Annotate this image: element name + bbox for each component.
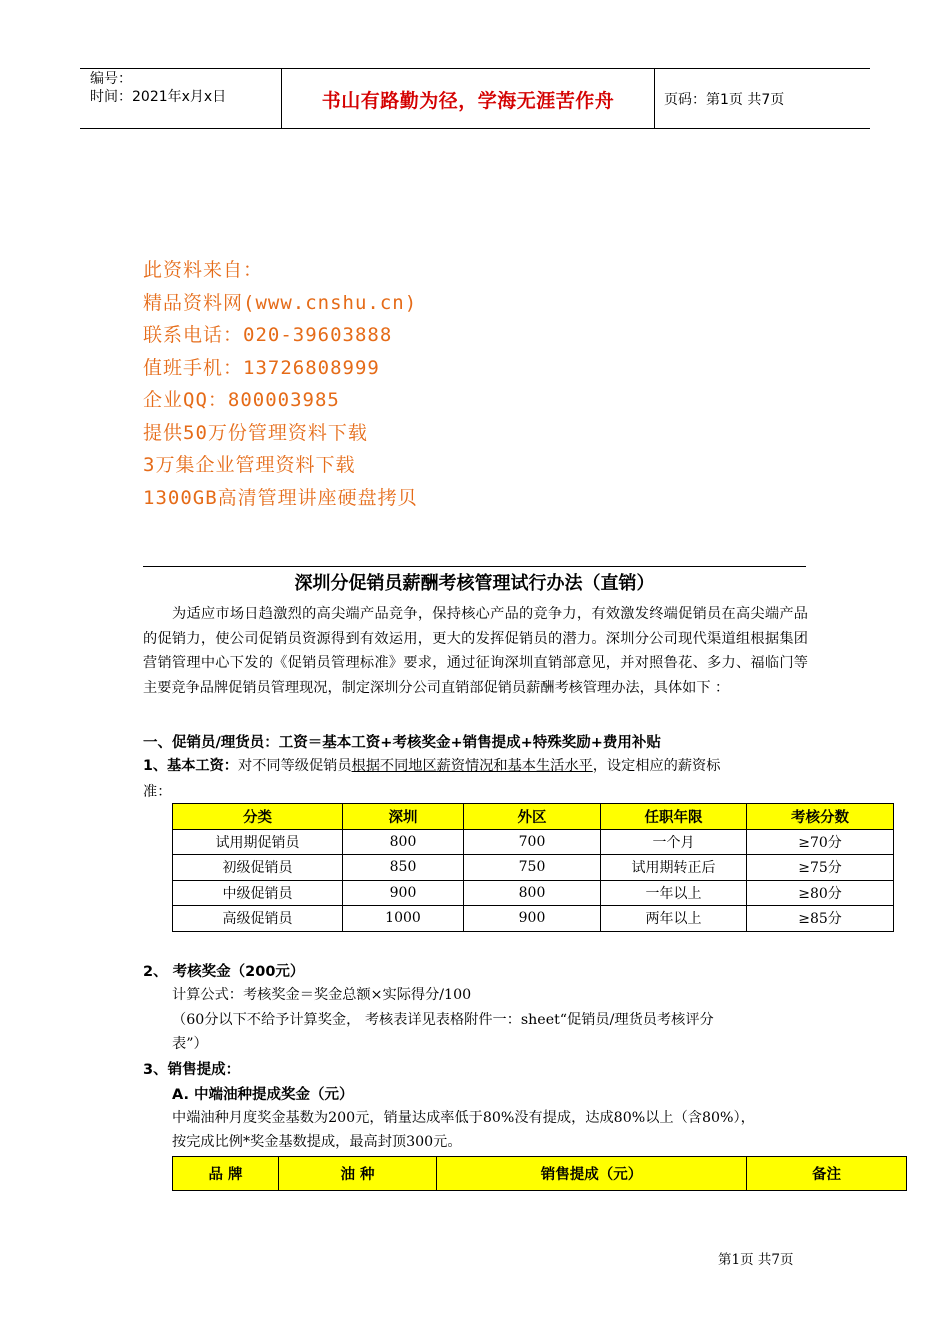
basic-salary-text: 对不同等级促销员 [238,758,352,774]
promo-line: 提供50万份管理资料下载 [143,421,368,444]
col-header: 品 牌 [173,1157,279,1191]
bonus-note-cont: 表”） [172,1036,208,1052]
basic-salary-underlined: 根据不同地区薪资情况和基本生活水平 [351,758,593,774]
table-cell: ≥75分 [747,855,894,881]
section-3-heading: 3、销售提成： [143,1062,241,1078]
col-header: 油 种 [279,1157,437,1191]
table-cell: 850 [343,855,464,881]
col-header: 任职年限 [601,804,747,830]
col-header: 分类 [173,804,343,830]
table-row [173,829,894,855]
commission-table-header [173,1157,907,1191]
table-cell: ≥85分 [747,906,894,932]
page-footer: 第1页 共7页 [718,1252,794,1268]
table-cell: 中级促销员 [173,880,343,906]
commission-table [172,1156,907,1191]
doc-date-label: 时间：2021年x月x日 [90,89,227,105]
promo-line: 此资料来自： [143,259,264,281]
col-header: 考核分数 [747,804,894,830]
col-header: 外区 [464,804,601,830]
bonus-note: （60分以下不给予计算奖金， 考核表详见表格附件一：sheet“促销员/理货员考核评分 [172,1012,714,1028]
table-cell: 900 [343,880,464,906]
section-1-heading: 一、促销员/理货员：工资＝基本工资+考核奖金+销售提成+特殊奖励+费用补贴 [143,735,661,751]
promo-line: 值班手机：13726808999 [143,356,380,379]
doc-number-label: 编号： [90,71,132,87]
promo-line: 联系电话：020-39603888 [143,324,393,346]
table-cell: ≥70分 [747,829,894,855]
section-2-heading: 2、 考核奖金（200元） [143,964,305,980]
table-row [173,855,894,881]
table-cell: 一年以上 [601,880,747,906]
basic-salary-label: 1、基本工资： [143,758,238,774]
table-cell: 800 [464,880,601,906]
table-cell: 1000 [343,906,464,932]
table-cell: 两年以上 [601,906,747,932]
header-page-number: 页码：第1页 共7页 [664,92,785,108]
salary-table [172,803,894,932]
col-header: 销售提成（元） [437,1157,747,1191]
table-cell: 试用期促销员 [173,829,343,855]
promo-block [143,254,418,514]
header-divider-right [654,68,655,129]
mid-oil-text-cont: 按完成比例*奖金基数提成，最高封顶300元。 [172,1134,462,1150]
table-cell: 700 [464,829,601,855]
salary-table-header [173,804,894,830]
col-header: 备注 [747,1157,907,1191]
col-header: 深圳 [343,804,464,830]
table-cell: ≥80分 [747,880,894,906]
table-row [173,906,894,932]
table-cell: 750 [464,855,601,881]
intro-paragraph: 为适应市场日趋激烈的高尖端产品竞争，保持核心产品的竞争力，有效激发终端促销员在高尖端产品的促销力，使公司促销员资源得到有效运用，更大的发挥促销员的潜力。深圳分公司现代渠道组根据集团营销管理中心下发的《促销员管理标准》要求，通过征询深圳直销部意见，并对照鲁花、多力、福临门等主要竞争品牌促销员管理现况，制定深圳分公司直销部促销员薪酬考核管理办法，具体如下 ： [143,606,808,696]
header-top-rule [80,68,870,69]
header-bottom-rule [80,128,870,129]
doc-title: 深圳分促销员薪酬考核管理试行办法（直销） [294,573,655,594]
promo-line: 3万集企业管理资料下载 [143,454,356,476]
title-rule [143,566,806,567]
table-cell: 一个月 [601,829,747,855]
promo-line: 企业QQ：800003985 [143,389,340,411]
basic-salary-block [143,755,720,801]
promo-line: 精品资料网(www.cnshu.cn) [143,291,418,314]
mid-oil-text: 中端油种月度奖金基数为200元，销量达成率低于80%没有提成，达成80%以上（含80%）， [172,1110,755,1126]
promo-line: 1300GB高清管理讲座硬盘拷贝 [143,486,418,509]
table-cell: 900 [464,906,601,932]
header-meta [90,70,226,106]
table-cell: 高级促销员 [173,906,343,932]
table-cell: 800 [343,829,464,855]
subsection-a-heading: A. 中端油种提成奖金（元） [172,1087,354,1103]
basic-salary-text-end: ，设定相应的薪资标 [592,758,721,774]
table-cell: 初级促销员 [173,855,343,881]
table-row [173,880,894,906]
header-motto: 书山有路勤为径，学海无涯苦作舟 [321,90,615,112]
table-cell: 试用期转正后 [601,855,747,881]
bonus-formula: 计算公式：考核奖金＝奖金总额×实际得分/100 [172,987,472,1003]
basic-salary-text-cont: 准： [143,784,172,800]
